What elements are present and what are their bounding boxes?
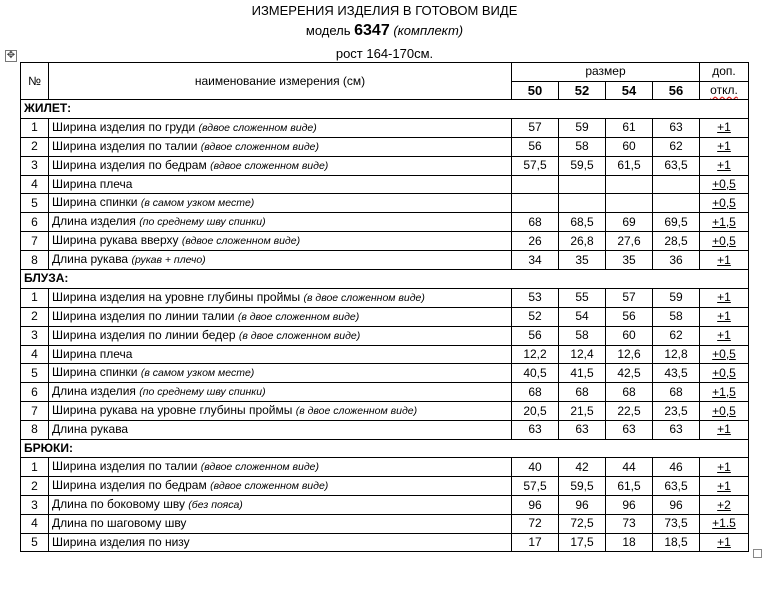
model-line [0, 22, 769, 40]
tolerance-cell [700, 156, 749, 175]
measurement-name: Ширина плеча [52, 346, 133, 361]
size-value: 12,6 [606, 345, 653, 364]
row-number: 8 [21, 421, 49, 440]
row-number: 1 [21, 118, 49, 137]
size-value [606, 194, 653, 213]
table-row [21, 175, 749, 194]
size-value: 26 [512, 232, 559, 251]
measurement-name-cell [49, 533, 512, 552]
measurement-note: (вдвое сложенном виде) [181, 235, 301, 247]
size-value: 96 [512, 496, 559, 515]
measurement-note: (в двое сложенном виде) [295, 405, 418, 417]
measurement-note: (вдвое сложенном виде) [198, 121, 317, 134]
table-move-handle-icon[interactable]: ✥ [6, 50, 16, 61]
size-value [559, 194, 606, 213]
row-number: 5 [21, 194, 49, 213]
tolerance-cell [700, 307, 749, 326]
size-value: 22,5 [606, 402, 653, 421]
tolerance-cell [700, 213, 749, 232]
size-value: 21,5 [559, 402, 606, 421]
measurement-name: Ширина изделия по бедрам [52, 157, 207, 172]
measurements-table [20, 62, 749, 552]
measurement-name: Ширина изделия по линии бедер [52, 327, 236, 342]
measurement-note: (вдвое сложенном виде) [200, 140, 319, 153]
table-row [21, 402, 749, 421]
measurement-name: Длина рукава [52, 252, 129, 266]
size-cell: 50 [512, 81, 559, 100]
table-row [21, 232, 749, 251]
tolerance-cell [700, 137, 749, 156]
table-row [21, 515, 749, 534]
table-row [21, 458, 749, 477]
size-value: 54 [559, 307, 606, 326]
size-value: 96 [559, 496, 606, 515]
size-value: 59,5 [559, 477, 606, 496]
tolerance-value: +1 [717, 158, 731, 172]
section-row [21, 270, 749, 289]
measurement-name-cell [49, 232, 512, 251]
header-tol-2-text: откл. [710, 82, 738, 97]
size-value: 56 [606, 307, 653, 326]
size-value: 57 [606, 288, 653, 307]
size-value: 23,5 [653, 402, 700, 421]
size-value: 58 [559, 326, 606, 345]
measurement-name-cell [49, 194, 512, 213]
tolerance-cell [700, 402, 749, 421]
size-value: 63,5 [653, 156, 700, 175]
size-value: 57,5 [512, 156, 559, 175]
tolerance-cell [700, 364, 749, 383]
section-title: БЛУЗА: [21, 270, 749, 289]
size-value: 63 [606, 421, 653, 440]
size-value: 18,5 [653, 533, 700, 552]
measurement-note: (без пояса) [188, 499, 243, 511]
measurement-note: (по среднему шву спинки) [139, 386, 266, 398]
tolerance-cell [700, 496, 749, 515]
size-value: 42 [559, 458, 606, 477]
row-number: 5 [21, 533, 49, 552]
tolerance-cell [700, 458, 749, 477]
row-number: 7 [21, 232, 49, 251]
size-value: 18 [606, 533, 653, 552]
row-number: 3 [21, 326, 49, 345]
table-row [21, 496, 749, 515]
table-row [21, 213, 749, 232]
tolerance-value: +1 [717, 422, 731, 437]
size-value: 28,5 [653, 232, 700, 251]
size-value: 59 [653, 288, 700, 307]
tolerance-cell [700, 175, 749, 194]
model-number: 6347 [354, 22, 390, 39]
measurement-name-cell [49, 307, 512, 326]
tolerance-cell [700, 326, 749, 345]
measurement-name: Длина рукава [52, 422, 129, 437]
tolerance-value: +0,5 [712, 195, 736, 210]
size-value: 53 [512, 288, 559, 307]
row-number: 3 [21, 156, 49, 175]
size-cell: 54 [606, 81, 653, 100]
row-number: 4 [21, 175, 49, 194]
size-value: 44 [606, 458, 653, 477]
row-number: 5 [21, 364, 49, 383]
header-row [21, 63, 749, 82]
table-row [21, 194, 749, 213]
size-value: 58 [653, 307, 700, 326]
measurement-name: Ширина изделия по талии [52, 459, 198, 473]
measurement-name: Длина по шаговому шву [52, 516, 187, 531]
section-row [21, 439, 749, 458]
size-value: 68 [512, 213, 559, 232]
size-value: 60 [606, 137, 653, 156]
table-row [21, 364, 749, 383]
measurement-name-cell [49, 175, 512, 194]
measurement-note: (вдвое сложенном виде) [210, 480, 329, 492]
measurement-name-cell [49, 326, 512, 345]
size-cell: 52 [559, 81, 606, 100]
measurement-name: Ширина изделия по талии [52, 138, 198, 153]
measurement-name: Ширина спинки [52, 365, 138, 379]
table-resize-handle[interactable] [753, 549, 762, 558]
size-value: 59 [559, 118, 606, 137]
size-value: 63 [559, 421, 606, 440]
header-tol-2 [700, 81, 749, 100]
measurement-note: (в самом узком месте) [140, 367, 255, 379]
size-value: 96 [653, 496, 700, 515]
section-title: БРЮКИ: [21, 439, 749, 458]
measurement-name-cell [49, 118, 512, 137]
size-value: 46 [653, 458, 700, 477]
size-value: 17,5 [559, 533, 606, 552]
size-value: 34 [512, 251, 559, 270]
tolerance-value: +1 [717, 139, 731, 153]
size-value: 63,5 [653, 477, 700, 496]
measurement-note: (в двое сложенном виде) [303, 291, 425, 304]
size-value: 43,5 [653, 364, 700, 383]
header-tol-1: доп. [700, 63, 749, 82]
size-value [653, 175, 700, 194]
header-size: размер [512, 63, 700, 82]
measurement-note: (по среднему шву спинки) [139, 216, 266, 228]
row-number: 1 [21, 458, 49, 477]
table-row [21, 421, 749, 440]
measurement-name-cell [49, 477, 512, 496]
tolerance-cell [700, 515, 749, 534]
row-number: 2 [21, 477, 49, 496]
tolerance-value: +1 [717, 120, 731, 134]
size-value: 12,4 [559, 345, 606, 364]
size-value [512, 194, 559, 213]
size-value: 62 [653, 326, 700, 345]
size-value: 12,2 [512, 345, 559, 364]
size-value [606, 175, 653, 194]
size-value: 63 [653, 421, 700, 440]
table-row [21, 533, 749, 552]
size-value: 69 [606, 213, 653, 232]
size-value: 57,5 [512, 477, 559, 496]
table-row [21, 326, 749, 345]
size-value: 56 [512, 137, 559, 156]
measurement-name: Ширина изделия по бедрам [52, 478, 207, 492]
size-value: 42,5 [606, 364, 653, 383]
tolerance-value: +1 [717, 252, 731, 267]
measurement-note: (в двое сложенном виде) [237, 310, 360, 323]
measurement-name: Ширина изделия по линии талии [52, 308, 235, 323]
tolerance-cell [700, 194, 749, 213]
tolerance-value: +0,5 [712, 346, 736, 361]
header-name: наименование измерения (см) [49, 63, 512, 100]
measurement-note: (вдвое сложенном виде) [200, 461, 319, 473]
measurement-name-cell [49, 383, 512, 402]
measurement-note: (в двое сложенном виде) [238, 329, 361, 342]
tolerance-cell [700, 421, 749, 440]
size-cell: 56 [653, 81, 700, 100]
size-value: 61,5 [606, 477, 653, 496]
size-value: 63 [653, 118, 700, 137]
tolerance-value: +0,5 [712, 365, 736, 380]
measurement-name: Ширина спинки [52, 195, 138, 209]
measurement-name: Ширина изделия на уровне глубины проймы [52, 289, 301, 304]
row-number: 4 [21, 515, 49, 534]
size-value: 68 [559, 383, 606, 402]
tolerance-value: +2 [717, 497, 731, 512]
size-value: 61,5 [606, 156, 653, 175]
section-title: ЖИЛЕТ: [21, 100, 749, 119]
measurement-name-cell [49, 496, 512, 515]
tolerance-cell [700, 251, 749, 270]
tolerance-value: +1 [717, 478, 731, 493]
size-value: 36 [653, 251, 700, 270]
measurement-name-cell [49, 251, 512, 270]
measurement-name: Ширина рукава на уровне глубины проймы [52, 403, 293, 417]
size-value: 68,5 [559, 213, 606, 232]
measurement-name-cell [49, 345, 512, 364]
size-value: 55 [559, 288, 606, 307]
row-number: 6 [21, 213, 49, 232]
row-number: 2 [21, 307, 49, 326]
size-value [653, 194, 700, 213]
size-value: 35 [559, 251, 606, 270]
size-value [559, 175, 606, 194]
measurement-name-cell [49, 421, 512, 440]
tolerance-value: +0,5 [712, 233, 736, 248]
measurement-note: (в самом узком месте) [140, 197, 255, 209]
measurement-note: (вдвое сложенном виде) [210, 159, 329, 172]
tolerance-cell [700, 477, 749, 496]
measurement-name-cell [49, 288, 512, 307]
size-value: 17 [512, 533, 559, 552]
table-row [21, 156, 749, 175]
height-line: рост 164-170см. [335, 46, 434, 61]
tolerance-value: +1 [717, 534, 731, 549]
tolerance-value: +1 [717, 309, 731, 323]
model-suffix: (комплект) [393, 23, 464, 38]
measurement-note: (рукав + плечо) [131, 254, 206, 266]
size-value: 73 [606, 515, 653, 534]
tolerance-value: +1 [717, 328, 731, 342]
size-value: 12,8 [653, 345, 700, 364]
table-row [21, 307, 749, 326]
measurement-name: Длина изделия [52, 384, 136, 398]
table-row [21, 345, 749, 364]
table-row [21, 288, 749, 307]
tolerance-cell [700, 383, 749, 402]
size-value: 40,5 [512, 364, 559, 383]
size-value: 61 [606, 118, 653, 137]
section-row [21, 100, 749, 119]
measurement-name-cell [49, 364, 512, 383]
header-num: № [21, 63, 49, 100]
size-value: 57 [512, 118, 559, 137]
tolerance-value: +1 [717, 459, 731, 474]
row-number: 6 [21, 383, 49, 402]
table-row [21, 383, 749, 402]
size-value: 40 [512, 458, 559, 477]
tolerance-cell [700, 288, 749, 307]
measurement-name: Ширина изделия по груди [52, 119, 196, 134]
tolerance-cell [700, 533, 749, 552]
measurement-name: Ширина изделия по низу [52, 534, 190, 549]
size-value: 35 [606, 251, 653, 270]
size-value: 72,5 [559, 515, 606, 534]
measurement-name-cell [49, 402, 512, 421]
tolerance-value: +1,5 [712, 384, 736, 399]
size-value: 68 [512, 383, 559, 402]
tolerance-value: +1,5 [712, 214, 736, 229]
size-value: 59,5 [559, 156, 606, 175]
row-number: 2 [21, 137, 49, 156]
row-number: 8 [21, 251, 49, 270]
measurement-name-cell [49, 137, 512, 156]
measurement-name-cell [49, 156, 512, 175]
tolerance-cell [700, 118, 749, 137]
size-value: 73,5 [653, 515, 700, 534]
size-value: 52 [512, 307, 559, 326]
size-value: 72 [512, 515, 559, 534]
size-value: 27,6 [606, 232, 653, 251]
size-value: 63 [512, 421, 559, 440]
size-value: 60 [606, 326, 653, 345]
size-value: 69,5 [653, 213, 700, 232]
table-row [21, 251, 749, 270]
row-number: 3 [21, 496, 49, 515]
tolerance-cell [700, 345, 749, 364]
tolerance-value: +0,5 [712, 176, 736, 191]
table-row [21, 137, 749, 156]
measurement-name-cell [49, 515, 512, 534]
size-value: 68 [606, 383, 653, 402]
size-value: 41,5 [559, 364, 606, 383]
size-value: 58 [559, 137, 606, 156]
row-number: 7 [21, 402, 49, 421]
tolerance-value: +0,5 [712, 403, 736, 418]
size-value: 68 [653, 383, 700, 402]
size-value: 26,8 [559, 232, 606, 251]
tolerance-value: +1 [717, 290, 731, 304]
tolerance-value: +1.5 [712, 516, 736, 531]
measurement-name: Ширина рукава вверху [52, 233, 179, 247]
measurement-name-cell [49, 458, 512, 477]
document-title: ИЗМЕРЕНИЯ ИЗДЕЛИЯ В ГОТОВОМ ВИДЕ [251, 3, 518, 18]
table-row [21, 118, 749, 137]
row-number: 1 [21, 288, 49, 307]
row-number: 4 [21, 345, 49, 364]
size-value [512, 175, 559, 194]
table-row [21, 477, 749, 496]
measurement-name: Длина изделия [52, 214, 136, 228]
measurement-name: Длина по боковому шву [52, 497, 185, 511]
model-prefix: модель [305, 23, 351, 38]
size-value: 62 [653, 137, 700, 156]
measurement-name-cell [49, 213, 512, 232]
size-value: 20,5 [512, 402, 559, 421]
size-value: 96 [606, 496, 653, 515]
measurement-name: Ширина плеча [52, 176, 133, 191]
size-value: 56 [512, 326, 559, 345]
tolerance-cell [700, 232, 749, 251]
